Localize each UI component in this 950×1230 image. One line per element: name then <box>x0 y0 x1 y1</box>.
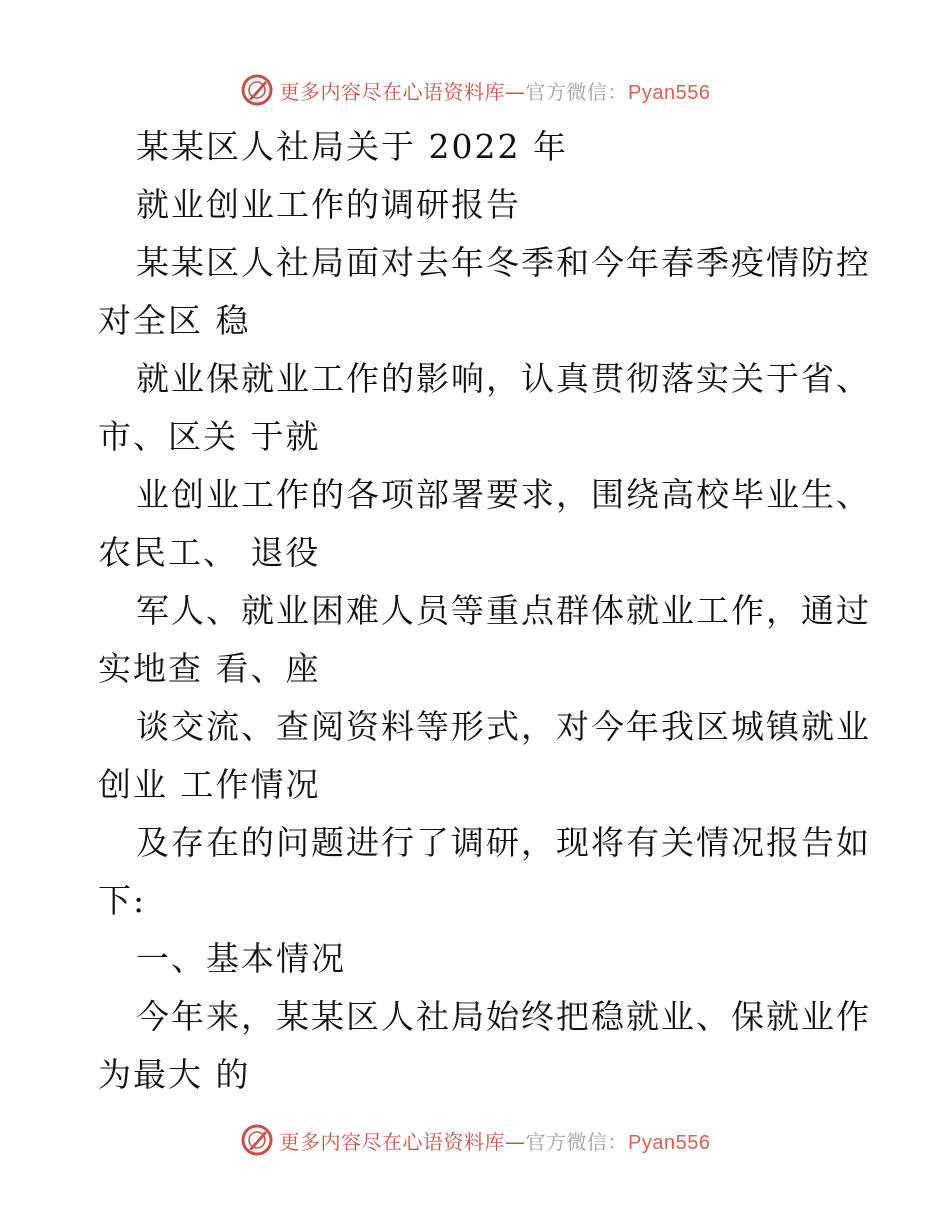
watermark-dash: — <box>505 79 526 104</box>
text-line: 创业 工作情况 <box>98 765 321 804</box>
pen-logo-icon <box>240 73 274 107</box>
text-line: 下: <box>98 881 147 920</box>
text-line: 就业创业工作的调研报告 <box>136 185 521 224</box>
watermark-wechat-id: Pyan556 <box>628 1131 711 1154</box>
watermark-text <box>280 76 711 105</box>
watermark-wechat-label: 官方微信： <box>525 79 629 104</box>
watermark-wechat-label: 官方微信： <box>525 1129 629 1154</box>
text-line: 市、区关 于就 <box>98 417 321 456</box>
text-line: 就业保就业工作的影响，认真贯彻落实关于省、 <box>136 359 871 398</box>
text-line: 及存在的问题进行了调研，现将有关情况报告如 <box>136 823 871 862</box>
text-line: 军人、就业困难人员等重点群体就业工作，通过 <box>136 591 871 630</box>
watermark-header <box>0 72 950 108</box>
text-line: 一、基本情况 <box>136 939 346 978</box>
pen-logo-icon <box>240 1123 274 1157</box>
text-line: 农民工、 退役 <box>98 533 321 572</box>
text-line: 业创业工作的各项部署要求，围绕高校毕业生、 <box>136 475 871 514</box>
watermark-main: 更多内容尽在心语资料库 <box>279 1129 506 1154</box>
text-line: 今年来，某某区人社局始终把稳就业、保就业作 <box>136 997 871 1036</box>
watermark-dash: — <box>505 1129 526 1154</box>
watermark-text <box>280 1126 711 1155</box>
document-body <box>0 118 950 1104</box>
text-line: 某某区人社局关于 2022 年 <box>136 127 568 166</box>
text-line: 谈交流、查阅资料等形式，对今年我区城镇就业 <box>136 707 871 746</box>
text-line: 为最大 的 <box>98 1055 251 1094</box>
watermark-footer <box>0 1122 950 1158</box>
text-line: 实地查 看、座 <box>98 649 321 688</box>
watermark-wechat-id: Pyan556 <box>628 81 711 104</box>
text-line: 某某区人社局面对去年冬季和今年春季疫情防控 <box>136 243 871 282</box>
text-line: 对全区 稳 <box>98 301 251 340</box>
watermark-main: 更多内容尽在心语资料库 <box>279 79 506 104</box>
